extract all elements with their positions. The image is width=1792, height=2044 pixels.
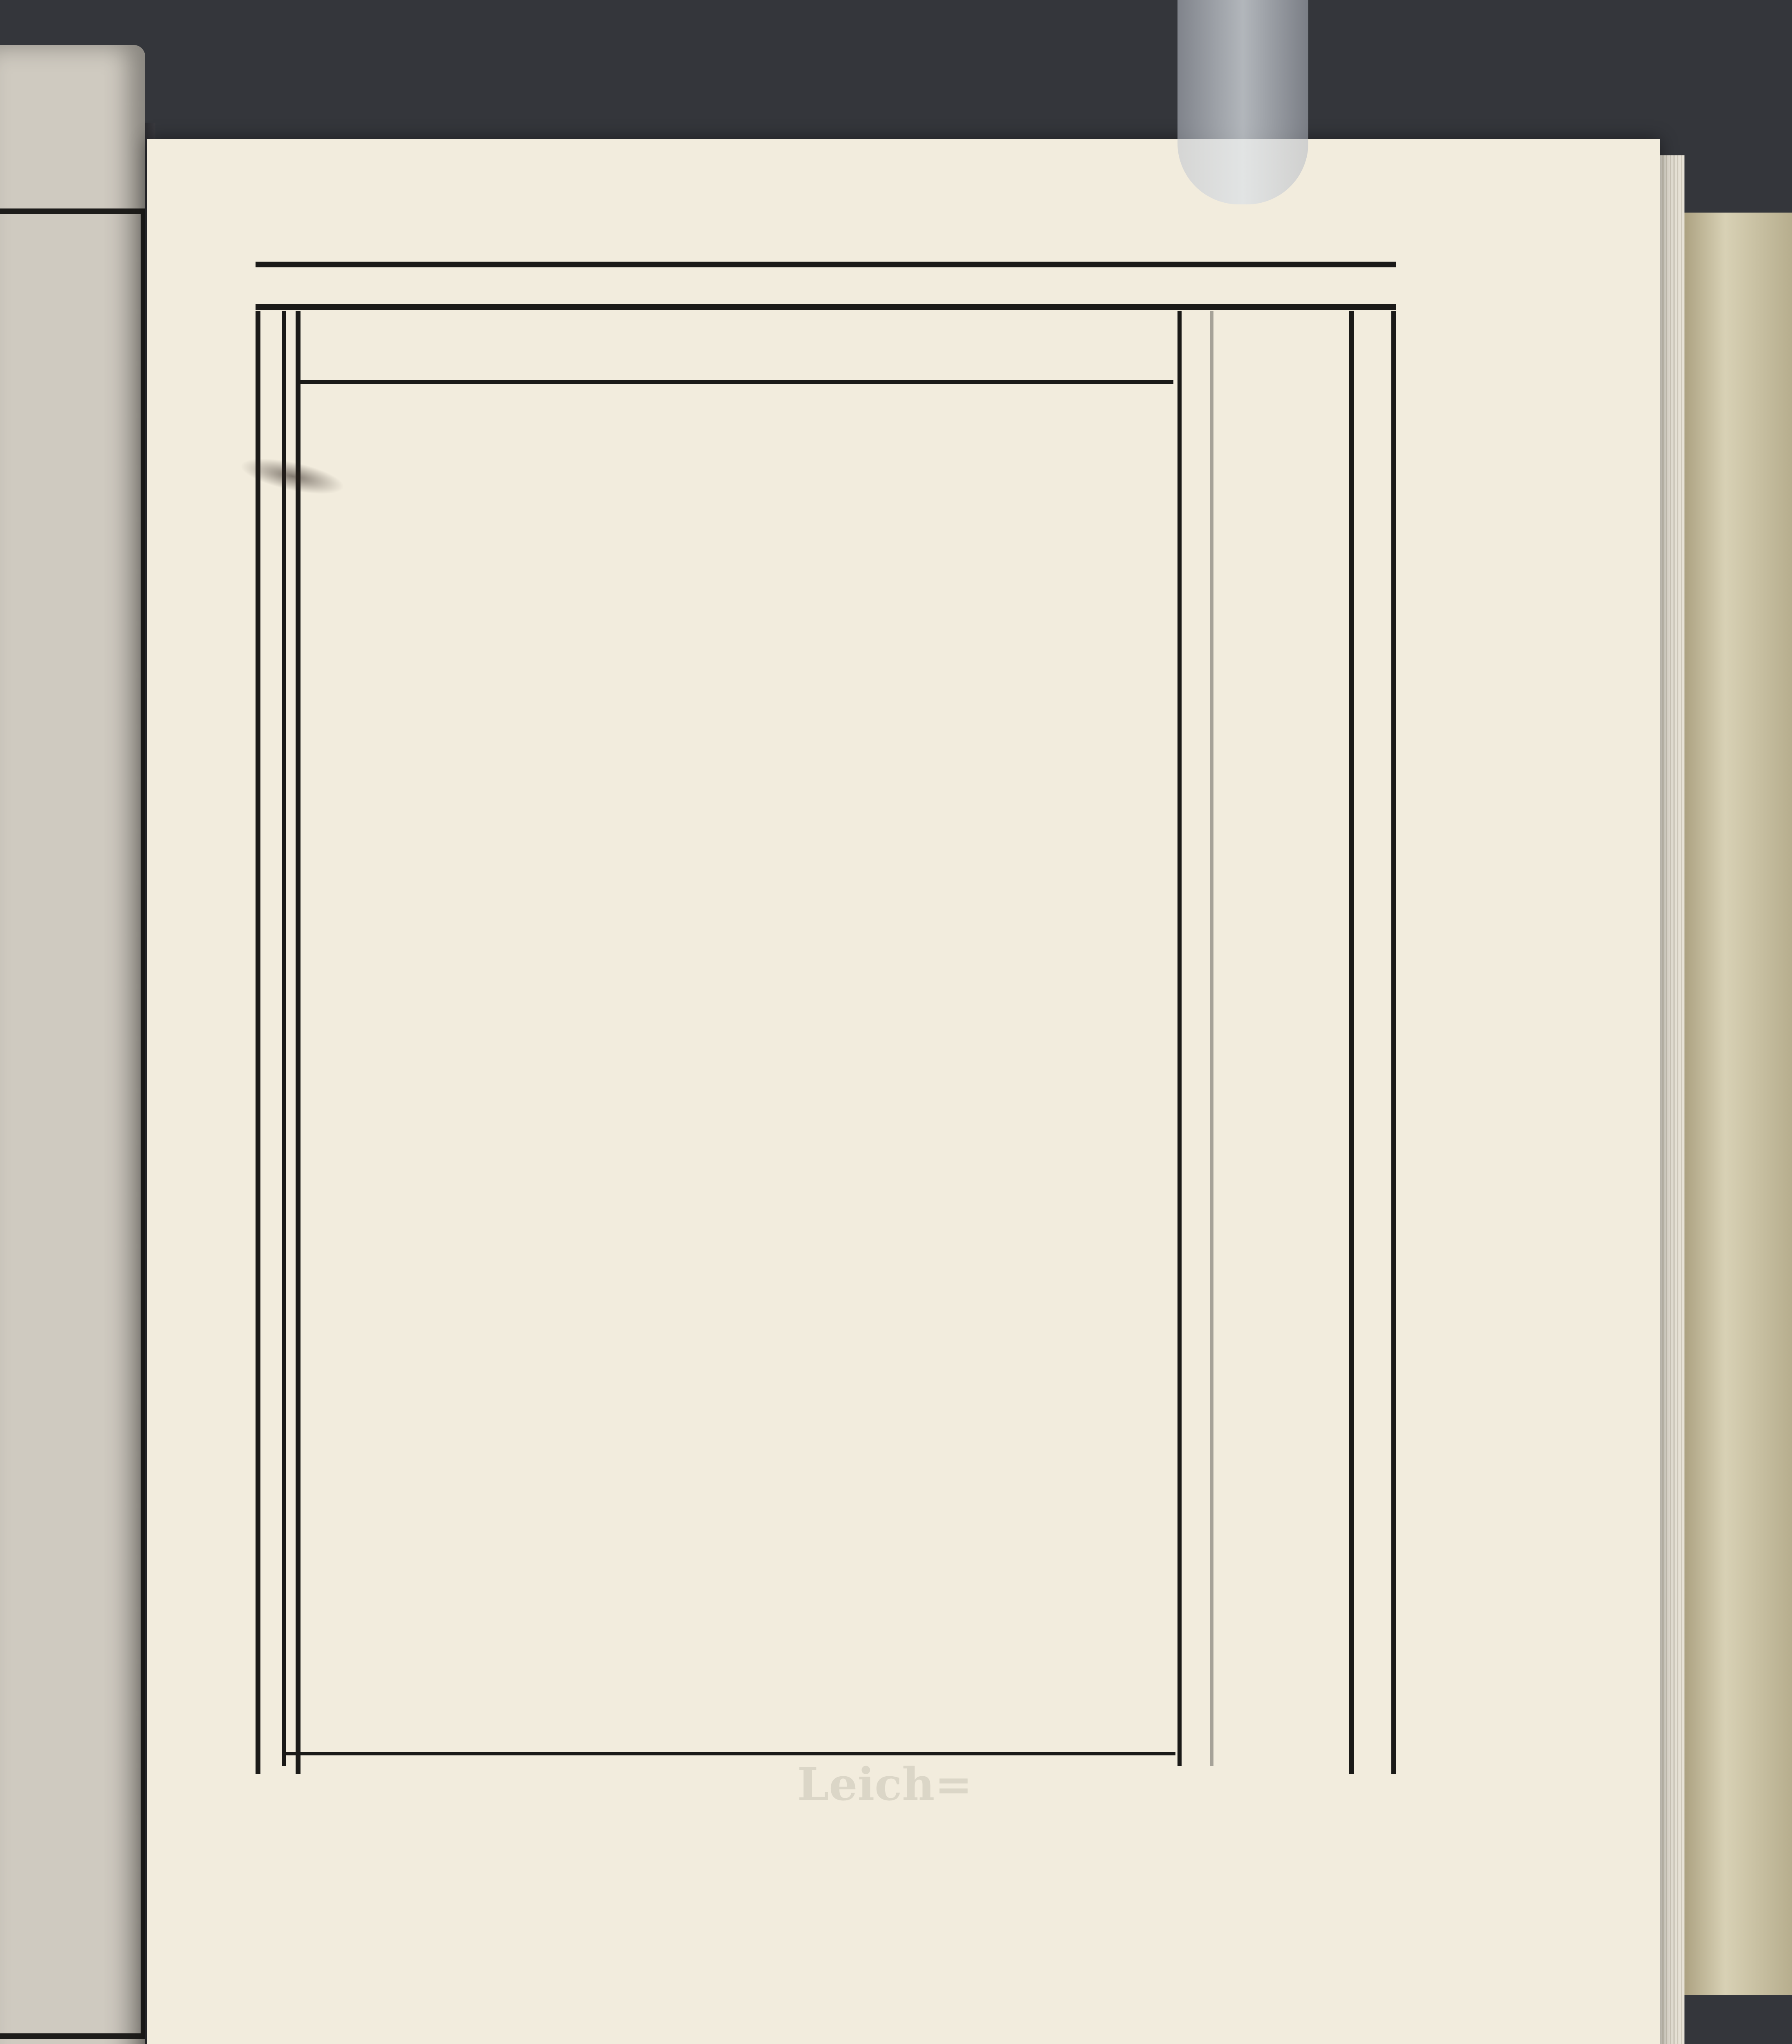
catchword [1002, 1770, 1173, 1827]
catchword-rule [286, 1752, 1175, 1755]
body-text [292, 399, 1175, 1744]
inner-frame-left [282, 311, 286, 1766]
book-cover-edge [1680, 213, 1792, 1995]
column-divider [1210, 311, 1213, 1766]
bottom-ornament-band [239, 1827, 1396, 1897]
show-through-text: Leich= [797, 1758, 973, 1811]
facing-page-frame [0, 208, 145, 2039]
page-clip-top [1177, 0, 1308, 204]
facing-page [0, 45, 145, 2044]
top-ornament-band [256, 262, 1396, 311]
head-rule [296, 380, 1173, 384]
page-edges [1660, 155, 1684, 2044]
running-head [319, 309, 1218, 390]
inner-frame-right [1177, 311, 1182, 1766]
right-ornament-column [1349, 311, 1396, 1774]
